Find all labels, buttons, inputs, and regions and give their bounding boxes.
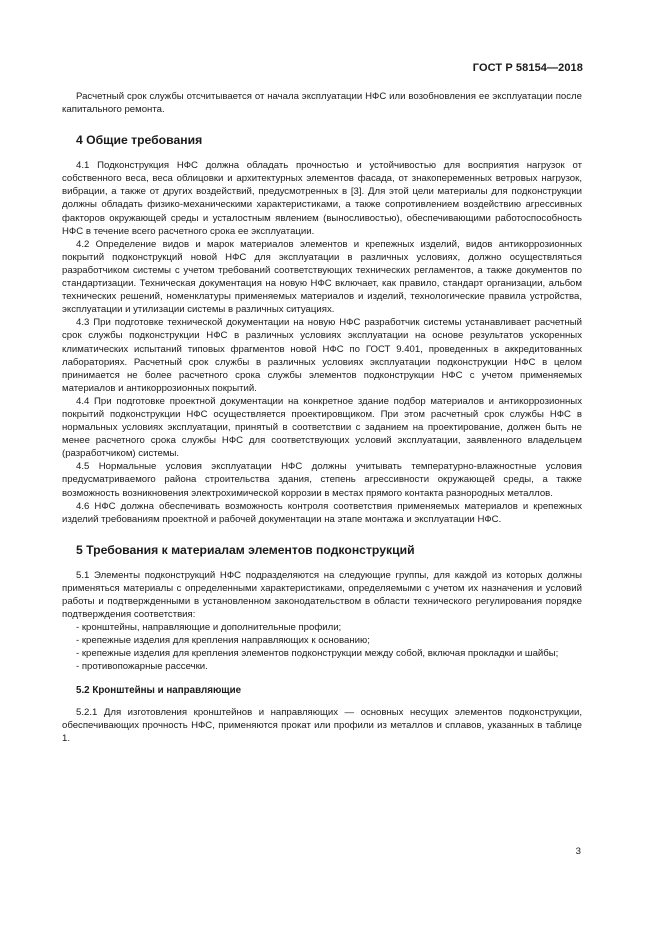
paragraph-4-4: 4.4 При подготовке проектной документации на конкретное здание подбор материалов и антикоррозионных покрытий подконструкции НФС осуществляется проектировщиком. При этом расчетный срок службы НФС в нормальных условиях эксплуатации, принятый в соответствии с заданием на проектирование, должен быть не менее расчетного срока службы НФС для соответствующих условий эксплуатации, заявленного владельцем (разработчиком) системы. — [62, 395, 582, 460]
element-groups-list — [62, 621, 582, 673]
subsection-5-2-body — [62, 706, 582, 745]
list-item: - кронштейны, направляющие и дополнительные профили; — [76, 622, 342, 634]
section-4-body — [62, 159, 582, 526]
intro-paragraph: Расчетный срок службы отсчитывается от начала эксплуатации НФС или возобновления ее эксплуатации после капитального ремонта. — [62, 91, 582, 116]
list-item: - крепежные изделия для крепления элементов подконструкции между собой, включая прокладки и шайбы; — [76, 648, 559, 660]
list-item: - противопожарные рассечки. — [76, 661, 208, 673]
page-content — [62, 90, 582, 745]
document-id-header: ГОСТ Р 58154—2018 — [472, 62, 583, 74]
page-number: 3 — [575, 846, 581, 857]
paragraph-4-3: 4.3 При подготовке технической документации на новую НФС разработчик системы устанавливает расчетный срок службы подконструкции НФС в различных условиях эксплуатации на основе результатов ускоренных климатических испытаний типовых фрагментов новой НФС по ГОСТ 9.401, проведенных в аккредитованных лабораториях. Расчетный срок службы в различных условиях эксплуатации подконструкции НФС в целом принимается не более расчетного срока службы элементов подконструкции НФС с учетом применяемых материалов и антикоррозионных покрытий. — [62, 317, 582, 394]
section-4-heading: 4 Общие требования — [76, 133, 203, 148]
paragraph-5-2-1: 5.2.1 Для изготовления кронштейнов и направляющих — основных несущих элементов подконструкции, обеспечивающих прочность НФС, применяются прокат или профили из металлов и сплавов, указанных в таблице 1. — [62, 706, 582, 744]
paragraph-4-2: 4.2 Определение видов и марок материалов элементов и крепежных изделий, видов антикоррозионных покрытий подконструкций новой НФС для эксплуатации в различных условиях, должно осуществляться разработчиком системы с учетом требований соответствующих технических регламентов, а также документов по стандартизации. Техническая документация на новую НФС включает, как правило, стандарт организации, альбом технических решений, номенклатуры применяемых материалов и изделий, технологические правила устройства, эксплуатации и утилизации системы в различных ситуациях. — [62, 238, 582, 316]
paragraph-4-5: 4.5 Нормальные условия эксплуатации НФС должны учитывать температурно-влажностные условия предусматриваемого района строительства здания, степень агрессивности окружающей среды, а также возможность возникновения электрохимической коррозии в местах прямого контакта разнородных металлов. — [62, 461, 582, 499]
paragraph-4-1: 4.1 Подконструкция НФС должна обладать прочностью и устойчивостью для восприятия нагрузок от собственного веса, веса облицовки и архитектурных элементов фасада, от знакопеременных ветровых нагрузок, вибрации, а также от других воздействий, предусмотренных в [3]. Для этой цели материалы для подконструкции должны обладать физико-механическими характеристиками, а также сопротивлением воздействию агрессивных факторов окружающей среды и усталостным явлением (выносливостью), обеспечивающими работоспособность НФС в течение всего расчетного срока ее эксплуатации. — [62, 160, 582, 237]
section-5-heading: 5 Требования к материалам элементов подконструкций — [76, 542, 415, 557]
paragraph-5-1: 5.1 Элементы подконструкций НФС подразделяются на следующие группы, для каждой из которых должны применяться материалы с определенными характеристиками, определяемыми с учетом их назначения и условий работы и подтвержденными в установленном законодательством в области технического регулирования порядке подтверждения соответствия: — [62, 569, 582, 621]
section-5-body — [62, 569, 582, 674]
paragraph-4-6: 4.6 НФС должна обеспечивать возможность контроля соответствия применяемых материалов и крепежных изделий требованиям проектной и рабочей документации на этапе монтажа и эксплуатации НФС. — [62, 500, 582, 525]
list-item: - крепежные изделия для крепления направляющих к основанию; — [76, 635, 370, 647]
subsection-5-2-heading: 5.2 Кронштейны и направляющие — [76, 684, 242, 696]
